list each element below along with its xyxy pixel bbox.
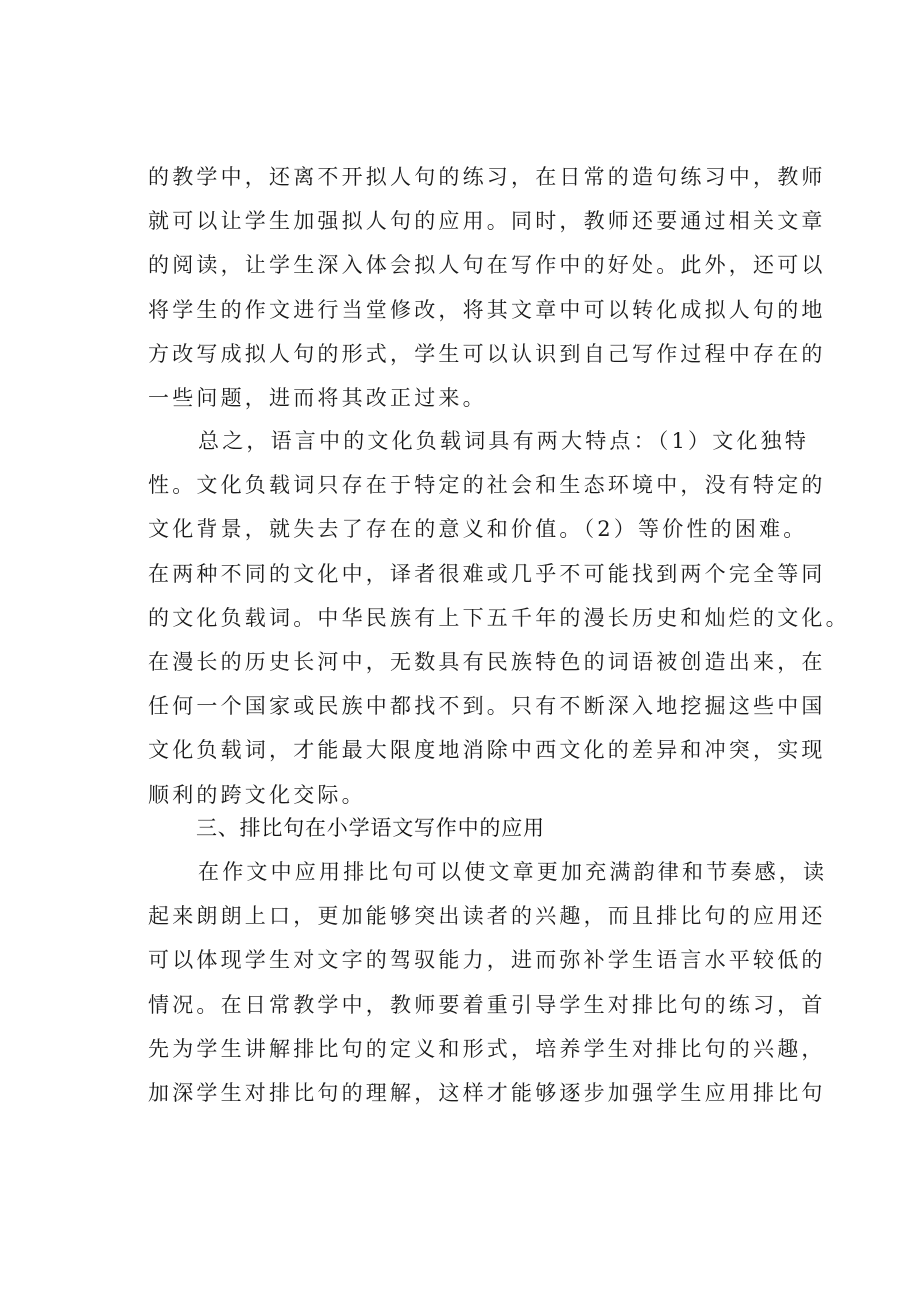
paragraph-line: 的文化负载词。中华民族有上下五千年的漫长历史和灿烂的文化。	[148, 605, 850, 630]
paragraph-summary	[148, 419, 850, 817]
paragraph-line: 文化负载词，才能最大限度地消除中西文化的差异和冲突，实现	[148, 738, 826, 763]
section-heading	[196, 806, 856, 850]
paragraph-line: 的阅读，让学生深入体会拟人句在写作中的好处。此外，还可以	[148, 253, 826, 278]
paragraph-line: 情况。在日常教学中，教师要着重引导学生对排比句的练习，首	[148, 992, 826, 1017]
paragraph-line: 在漫长的历史长河中，无数具有民族特色的词语被创造出来，在	[148, 649, 826, 674]
paragraph-continued	[148, 155, 826, 420]
paragraph-line: 任何一个国家或民族中都找不到。只有不断深入地挖掘这些中国	[148, 694, 826, 719]
paragraph-line: 将学生的作文进行当堂修改，将其文章中可以转化成拟人句的地	[148, 297, 826, 322]
paragraph-line: 先为学生讲解排比句的定义和形式，培养学生对排比句的兴趣，	[148, 1036, 826, 1061]
paragraph-line: 方改写成拟人句的形式，学生可以认识到自己写作过程中存在的	[148, 341, 826, 366]
section-heading-text: 三、排比句在小学语文写作中的应用	[196, 816, 545, 840]
paragraph-line: 性。文化负载词只存在于特定的社会和生态环境中，没有特定的	[148, 473, 826, 498]
paragraph-line: 在两种不同的文化中，译者很难或几乎不可能找到两个完全等同	[148, 561, 826, 586]
paragraph-line: 在作文中应用排比句可以使文章更加充满韵律和节奏感，读	[198, 860, 828, 884]
paragraph-line: 可以体现学生对文字的驾驭能力，进而弥补学生语言水平较低的	[148, 948, 826, 973]
paragraph-line: 就可以让学生加强拟人句的应用。同时，教师还要通过相关文章	[148, 209, 826, 234]
paragraph-line: 文化背景，就失去了存在的意义和价值。（2）等价性的困难。	[148, 517, 808, 542]
paragraph-line: 顺利的跨文化交际。	[148, 782, 366, 807]
paragraph-line: 总之，语言中的文化负载词具有两大特点：（1）文化独特	[198, 429, 810, 453]
paragraph-line: 的教学中，还离不开拟人句的练习，在日常的造句练习中，教师	[148, 165, 826, 189]
paragraph-line: 加深学生对排比句的理解，这样才能够逐步加强学生应用排比句	[148, 1080, 826, 1105]
paragraph-line: 起来朗朗上口，更加能够突出读者的兴趣，而且排比句的应用还	[148, 904, 826, 929]
paragraph-parallelism	[148, 850, 828, 1115]
paragraph-line: 一些问题，进而将其改正过来。	[148, 385, 487, 410]
